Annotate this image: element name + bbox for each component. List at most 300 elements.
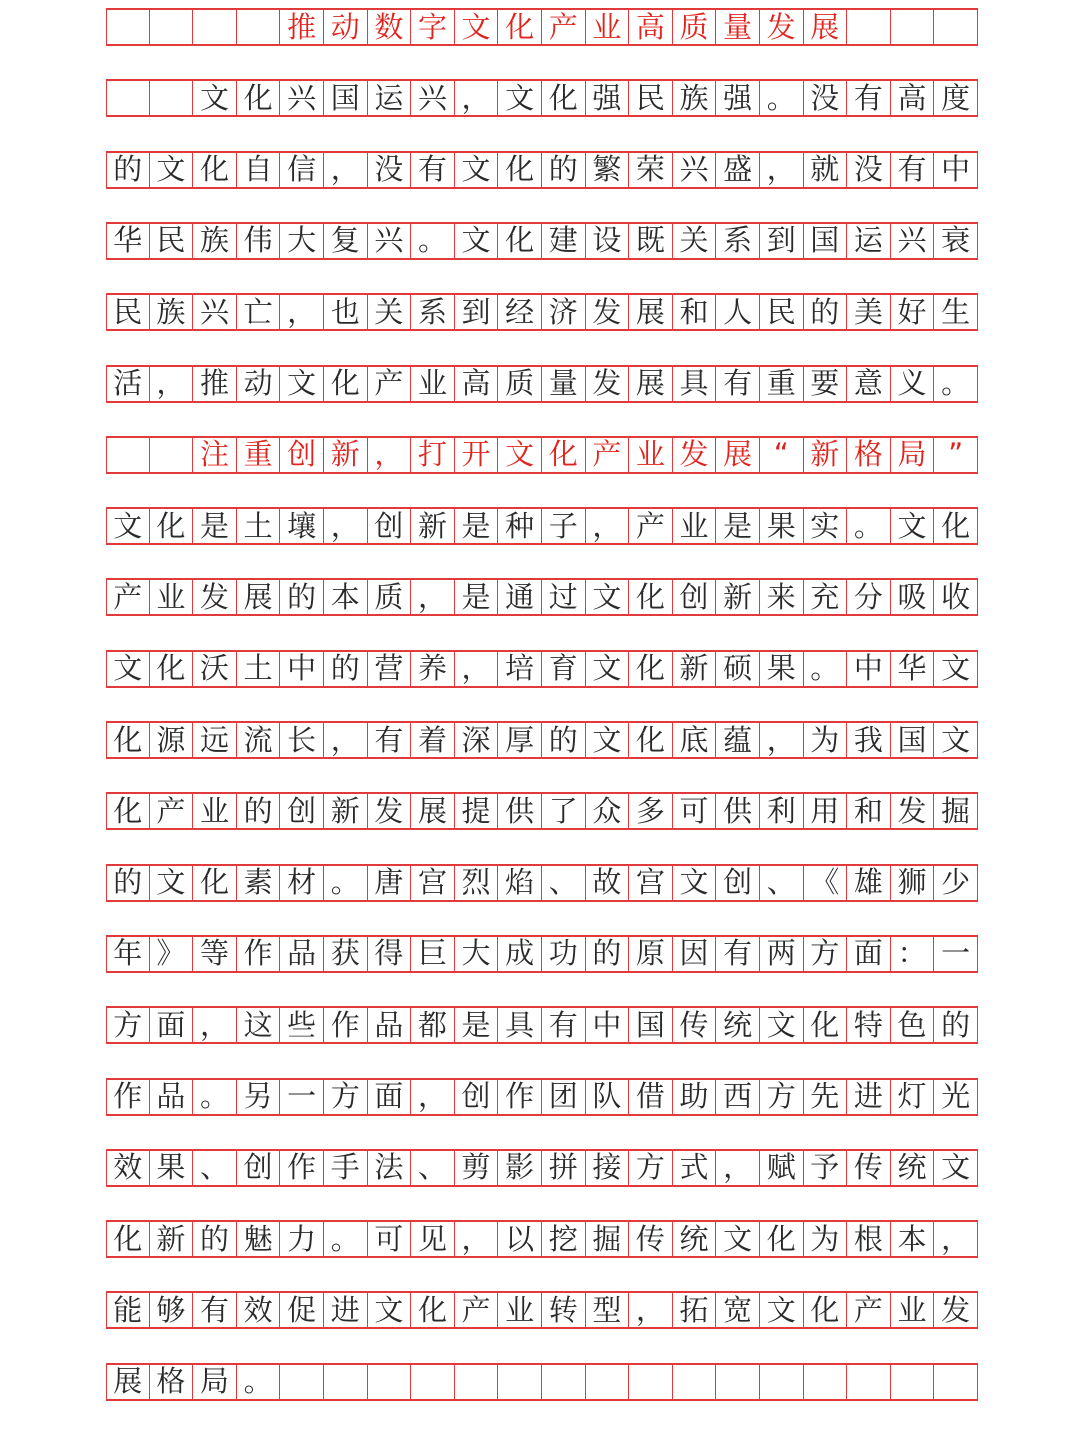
grid-cell: ， [455, 81, 499, 115]
grid-cell: 方 [106, 1008, 150, 1042]
grid-cell: 分 [847, 580, 891, 614]
grid-cell: 可 [673, 794, 717, 828]
grid-cell: 发 [368, 794, 412, 828]
grid-cell: 高 [629, 10, 673, 44]
grid-cell: 展 [716, 438, 760, 472]
grid-cell: 够 [150, 1293, 194, 1327]
grid-cell: 化 [934, 509, 978, 543]
grid-cell: 供 [498, 794, 542, 828]
grid-cell: 文 [280, 367, 324, 401]
grid-cell: 远 [193, 723, 237, 757]
grid-cell: 流 [237, 723, 281, 757]
grid-cell: 兴 [411, 81, 455, 115]
grid-cell: 衰 [934, 224, 978, 258]
grid-cell: 两 [760, 937, 804, 971]
grid-cell: 着 [411, 723, 455, 757]
grid-cell: 因 [673, 937, 717, 971]
text-line [106, 578, 978, 616]
grid-cell: 一 [280, 1080, 324, 1114]
grid-cell: 关 [368, 295, 412, 329]
grid-cell: 就 [804, 153, 848, 187]
grid-cell: 功 [542, 937, 586, 971]
text-line [106, 1291, 978, 1329]
grid-cell: 族 [150, 295, 194, 329]
grid-cell: 焰 [498, 866, 542, 900]
grid-cell: 民 [760, 295, 804, 329]
grid-cell: 文 [455, 153, 499, 187]
grid-cell: 发 [934, 1293, 978, 1327]
grid-cell: 光 [934, 1080, 978, 1114]
grid-cell: 沃 [193, 652, 237, 686]
grid-cell: 化 [193, 866, 237, 900]
grid-cell: 果 [760, 509, 804, 543]
grid-cell: 。 [934, 367, 978, 401]
grid-cell [804, 1365, 848, 1399]
grid-cell: 打 [411, 438, 455, 472]
grid-cell: 文 [891, 509, 935, 543]
grid-cell: 和 [673, 295, 717, 329]
grid-cell: 重 [237, 438, 281, 472]
grid-cell: 传 [847, 1151, 891, 1185]
grid-cell: 。 [237, 1365, 281, 1399]
grid-cell: 度 [934, 81, 978, 115]
grid-cell: 文 [498, 81, 542, 115]
grid-cell: “ [760, 438, 804, 472]
grid-cell: 济 [542, 295, 586, 329]
grid-cell: 产 [106, 580, 150, 614]
grid-cell: 国 [891, 723, 935, 757]
grid-cell: 中 [847, 652, 891, 686]
grid-cell: 化 [542, 81, 586, 115]
grid-cell: 量 [716, 10, 760, 44]
grid-cell: ， [193, 1008, 237, 1042]
grid-cell [498, 1365, 542, 1399]
grid-cell: 的 [804, 295, 848, 329]
grid-cell: 源 [150, 723, 194, 757]
grid-cell: 种 [498, 509, 542, 543]
grid-cell: 新 [716, 580, 760, 614]
grid-cell: 发 [586, 367, 630, 401]
grid-cell: 、 [542, 866, 586, 900]
grid-cell: 繁 [586, 153, 630, 187]
grid-cell: ， [368, 438, 412, 472]
grid-cell: 巨 [411, 937, 455, 971]
grid-cell [106, 438, 150, 472]
grid-cell: 新 [673, 652, 717, 686]
grid-cell: 吸 [891, 580, 935, 614]
grid-cell: 少 [934, 866, 978, 900]
grid-cell: ， [455, 652, 499, 686]
grid-cell: 是 [716, 509, 760, 543]
grid-cell: 展 [411, 794, 455, 828]
grid-cell: 实 [804, 509, 848, 543]
grid-cell: 化 [498, 153, 542, 187]
grid-cell: 华 [106, 224, 150, 258]
grid-cell: 获 [324, 937, 368, 971]
grid-cell: 化 [760, 1222, 804, 1256]
grid-cell: 化 [150, 652, 194, 686]
grid-cell: 一 [934, 937, 978, 971]
grid-cell: 文 [106, 509, 150, 543]
grid-cell: 素 [237, 866, 281, 900]
grid-cell: 大 [455, 937, 499, 971]
grid-cell: 借 [629, 1080, 673, 1114]
grid-cell: 面 [847, 937, 891, 971]
grid-cell: 面 [150, 1008, 194, 1042]
grid-cell: 能 [106, 1293, 150, 1327]
grid-cell: 果 [760, 652, 804, 686]
grid-cell: 的 [280, 580, 324, 614]
grid-cell: 业 [150, 580, 194, 614]
grid-cell [411, 1365, 455, 1399]
grid-cell: 文 [934, 723, 978, 757]
grid-cell: 中 [934, 153, 978, 187]
grid-cell: 产 [629, 509, 673, 543]
grid-cell: 为 [804, 723, 848, 757]
grid-cell: 作 [237, 937, 281, 971]
text-line [106, 1006, 978, 1044]
grid-cell: 关 [673, 224, 717, 258]
grid-cell: 厚 [498, 723, 542, 757]
grid-cell [455, 1365, 499, 1399]
grid-cell: 化 [193, 153, 237, 187]
grid-cell: 掘 [934, 794, 978, 828]
grid-cell: 方 [629, 1151, 673, 1185]
grid-cell: 多 [629, 794, 673, 828]
grid-cell: 国 [629, 1008, 673, 1042]
grid-cell: 亡 [237, 295, 281, 329]
grid-cell: 有 [716, 367, 760, 401]
grid-cell: 发 [673, 438, 717, 472]
grid-cell [280, 1365, 324, 1399]
grid-cell: 些 [280, 1008, 324, 1042]
grid-cell [847, 10, 891, 44]
grid-cell: 唐 [368, 866, 412, 900]
grid-cell: 统 [891, 1151, 935, 1185]
heading-line [106, 436, 978, 474]
grid-cell: 业 [193, 794, 237, 828]
grid-cell: 原 [629, 937, 673, 971]
grid-cell: 运 [847, 224, 891, 258]
grid-cell [150, 10, 194, 44]
text-line [106, 365, 978, 403]
grid-cell: ， [455, 1222, 499, 1256]
grid-cell: 。 [760, 81, 804, 115]
grid-cell [847, 1365, 891, 1399]
grid-cell: ， [150, 367, 194, 401]
grid-cell: ， [934, 1222, 978, 1256]
text-line [106, 507, 978, 545]
grid-cell: 文 [673, 866, 717, 900]
grid-cell: 效 [106, 1151, 150, 1185]
text-line [106, 1149, 978, 1187]
grid-cell: 的 [324, 652, 368, 686]
grid-cell: 系 [716, 224, 760, 258]
grid-cell: 和 [847, 794, 891, 828]
grid-cell: 发 [193, 580, 237, 614]
grid-cell: 化 [629, 580, 673, 614]
grid-cell: 挖 [542, 1222, 586, 1256]
handwriting-grid-sheet [106, 8, 978, 1438]
grid-cell: 可 [368, 1222, 412, 1256]
grid-cell: 开 [455, 438, 499, 472]
grid-cell: 手 [324, 1151, 368, 1185]
grid-cell: 没 [804, 81, 848, 115]
grid-cell: 西 [716, 1080, 760, 1114]
grid-cell: 。 [804, 652, 848, 686]
heading-line [106, 8, 978, 46]
grid-cell: 等 [193, 937, 237, 971]
grid-cell: 促 [280, 1293, 324, 1327]
grid-cell: 方 [804, 937, 848, 971]
grid-cell [716, 1365, 760, 1399]
grid-cell: 字 [411, 10, 455, 44]
grid-cell: 的 [193, 1222, 237, 1256]
text-line [106, 79, 978, 117]
grid-cell [934, 10, 978, 44]
grid-cell: 化 [629, 652, 673, 686]
grid-cell: 化 [106, 1222, 150, 1256]
grid-cell: 灯 [891, 1080, 935, 1114]
grid-cell: 、 [760, 866, 804, 900]
grid-cell: 兴 [368, 224, 412, 258]
grid-cell: 作 [106, 1080, 150, 1114]
grid-cell: 创 [673, 580, 717, 614]
grid-cell: 影 [498, 1151, 542, 1185]
grid-cell: 展 [629, 295, 673, 329]
grid-cell: 运 [368, 81, 412, 115]
grid-cell: 效 [237, 1293, 281, 1327]
grid-cell: ， [586, 509, 630, 543]
grid-cell: 品 [280, 937, 324, 971]
grid-cell: 展 [629, 367, 673, 401]
grid-cell: 具 [673, 367, 717, 401]
grid-cell: 到 [455, 295, 499, 329]
grid-cell: 文 [716, 1222, 760, 1256]
grid-cell [542, 1365, 586, 1399]
grid-cell: 兴 [891, 224, 935, 258]
text-line [106, 864, 978, 902]
text-line [106, 721, 978, 759]
grid-cell: 的 [106, 153, 150, 187]
grid-cell: 团 [542, 1080, 586, 1114]
grid-cell: 注 [193, 438, 237, 472]
grid-cell: 拓 [673, 1293, 717, 1327]
grid-cell: 掘 [586, 1222, 630, 1256]
grid-cell: 创 [368, 509, 412, 543]
grid-cell: 培 [498, 652, 542, 686]
grid-cell: 育 [542, 652, 586, 686]
grid-cell: 国 [324, 81, 368, 115]
grid-cell: ” [934, 438, 978, 472]
grid-cell: 文 [934, 652, 978, 686]
grid-cell: 。 [324, 1222, 368, 1256]
grid-cell: 业 [891, 1293, 935, 1327]
grid-cell: ， [324, 509, 368, 543]
grid-cell: 意 [847, 367, 891, 401]
grid-cell: 作 [324, 1008, 368, 1042]
grid-cell: 荣 [629, 153, 673, 187]
grid-cell: 故 [586, 866, 630, 900]
grid-cell: 队 [586, 1080, 630, 1114]
grid-cell: 有 [891, 153, 935, 187]
grid-cell: 。 [193, 1080, 237, 1114]
grid-cell: 收 [934, 580, 978, 614]
grid-cell: 业 [411, 367, 455, 401]
grid-cell [629, 1365, 673, 1399]
grid-cell: 文 [150, 866, 194, 900]
grid-cell: 复 [324, 224, 368, 258]
grid-cell: 化 [150, 509, 194, 543]
grid-cell: 没 [847, 153, 891, 187]
grid-cell [673, 1365, 717, 1399]
grid-cell: 化 [498, 10, 542, 44]
grid-cell: 化 [542, 438, 586, 472]
grid-cell: 文 [193, 81, 237, 115]
grid-cell: 创 [455, 1080, 499, 1114]
grid-cell: 的 [106, 866, 150, 900]
grid-cell: 宫 [411, 866, 455, 900]
grid-cell: 宫 [629, 866, 673, 900]
grid-cell: 文 [455, 224, 499, 258]
grid-cell: 本 [324, 580, 368, 614]
grid-cell: 族 [193, 224, 237, 258]
grid-cell: 有 [847, 81, 891, 115]
grid-cell: 见 [411, 1222, 455, 1256]
grid-cell [891, 1365, 935, 1399]
grid-cell: 创 [280, 794, 324, 828]
grid-cell: 有 [411, 153, 455, 187]
grid-cell: 供 [716, 794, 760, 828]
grid-cell: 系 [411, 295, 455, 329]
grid-cell: 我 [847, 723, 891, 757]
grid-cell: 根 [847, 1222, 891, 1256]
grid-cell: 来 [760, 580, 804, 614]
grid-cell: 盛 [716, 153, 760, 187]
grid-cell: 是 [193, 509, 237, 543]
grid-cell: 民 [150, 224, 194, 258]
grid-cell: 传 [629, 1222, 673, 1256]
grid-cell: 得 [368, 937, 412, 971]
grid-cell: 创 [237, 1151, 281, 1185]
grid-cell: 统 [716, 1008, 760, 1042]
grid-cell: 底 [673, 723, 717, 757]
grid-cell [193, 10, 237, 44]
grid-cell: 业 [673, 509, 717, 543]
grid-cell: 动 [324, 10, 368, 44]
grid-cell: 型 [586, 1293, 630, 1327]
grid-cell: 也 [324, 295, 368, 329]
grid-cell: 产 [368, 367, 412, 401]
grid-cell: 化 [106, 794, 150, 828]
grid-cell: 格 [847, 438, 891, 472]
grid-cell: 产 [455, 1293, 499, 1327]
grid-cell: 到 [760, 224, 804, 258]
grid-cell: 建 [542, 224, 586, 258]
grid-cell: ， [716, 1151, 760, 1185]
grid-cell [760, 1365, 804, 1399]
grid-cell: 的 [542, 723, 586, 757]
text-line [106, 1078, 978, 1116]
grid-cell: 的 [586, 937, 630, 971]
grid-cell: 赋 [760, 1151, 804, 1185]
grid-cell: 产 [150, 794, 194, 828]
grid-cell: 推 [193, 367, 237, 401]
grid-cell: 魅 [237, 1222, 281, 1256]
grid-cell: 本 [891, 1222, 935, 1256]
grid-cell: 有 [542, 1008, 586, 1042]
grid-cell: 作 [280, 1151, 324, 1185]
grid-cell: 宽 [716, 1293, 760, 1327]
grid-cell: 是 [455, 509, 499, 543]
grid-cell: 高 [455, 367, 499, 401]
grid-cell: 都 [411, 1008, 455, 1042]
grid-cell: 另 [237, 1080, 281, 1114]
grid-cell: 土 [237, 509, 281, 543]
grid-cell: ， [411, 1080, 455, 1114]
grid-cell: 动 [237, 367, 281, 401]
grid-cell: 文 [498, 438, 542, 472]
grid-cell: 有 [193, 1293, 237, 1327]
grid-cell: 以 [498, 1222, 542, 1256]
grid-cell: 文 [760, 1293, 804, 1327]
grid-cell: 设 [586, 224, 630, 258]
grid-cell: 的 [542, 153, 586, 187]
grid-cell: 量 [542, 367, 586, 401]
grid-cell: 统 [673, 1222, 717, 1256]
grid-cell: 创 [280, 438, 324, 472]
grid-cell: 美 [847, 295, 891, 329]
grid-cell: 是 [455, 580, 499, 614]
grid-cell: 中 [586, 1008, 630, 1042]
grid-cell: 强 [716, 81, 760, 115]
grid-cell: 拼 [542, 1151, 586, 1185]
grid-cell: 接 [586, 1151, 630, 1185]
grid-cell: 化 [324, 367, 368, 401]
grid-cell: 进 [847, 1080, 891, 1114]
grid-cell: 蕴 [716, 723, 760, 757]
text-line [106, 792, 978, 830]
grid-cell: 。 [847, 509, 891, 543]
grid-cell: 深 [455, 723, 499, 757]
grid-cell: 兴 [280, 81, 324, 115]
grid-cell: 利 [760, 794, 804, 828]
grid-cell: 传 [673, 1008, 717, 1042]
grid-cell: 伟 [237, 224, 281, 258]
grid-cell: 、 [193, 1151, 237, 1185]
grid-cell: 作 [498, 1080, 542, 1114]
grid-cell: 的 [237, 794, 281, 828]
grid-cell: 剪 [455, 1151, 499, 1185]
grid-cell: ， [324, 723, 368, 757]
grid-cell: 国 [804, 224, 848, 258]
grid-cell: 提 [455, 794, 499, 828]
grid-cell: 民 [629, 81, 673, 115]
grid-cell: 兴 [673, 153, 717, 187]
grid-cell: 新 [804, 438, 848, 472]
grid-cell: ， [629, 1293, 673, 1327]
grid-cell: 数 [368, 10, 412, 44]
grid-cell: 兴 [193, 295, 237, 329]
grid-cell: 通 [498, 580, 542, 614]
grid-cell: 化 [804, 1008, 848, 1042]
grid-cell: 烈 [455, 866, 499, 900]
grid-cell: 》 [150, 937, 194, 971]
text-line [106, 222, 978, 260]
grid-cell: 族 [673, 81, 717, 115]
grid-cell: 业 [498, 1293, 542, 1327]
grid-cell: 要 [804, 367, 848, 401]
